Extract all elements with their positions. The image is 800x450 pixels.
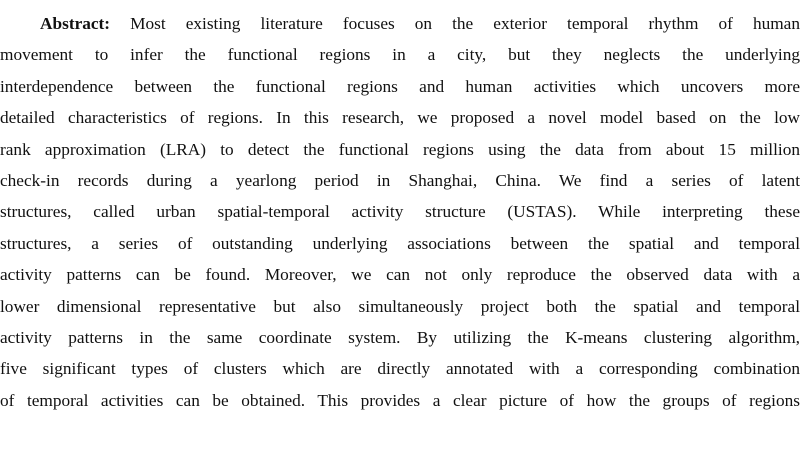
abstract-line: lower dimensional representative but also simultaneously project both the spatial and temporal — [0, 296, 800, 316]
abstract-line: movement to infer the functional regions in a city, but they neglects the underlying — [0, 45, 800, 65]
abstract-line: activity patterns in the same coordinate system. By utilizing the K-means clustering algorithm, — [0, 327, 800, 347]
abstract-line: detailed characteristics of regions. In this research, we proposed a novel model based on the low — [0, 108, 800, 128]
abstract-line: check-in records during a yearlong period in Shanghai, China. We find a series of latent — [0, 170, 800, 190]
abstract-paragraph — [0, 8, 800, 416]
abstract-label: Abstract: — [40, 14, 111, 33]
abstract-line — [0, 8, 800, 39]
abstract-line: five significant types of clusters which are directly annotated with a corresponding combination — [0, 359, 800, 379]
abstract-line: structures, a series of outstanding underlying associations between the spatial and temporal — [0, 233, 800, 253]
abstract-line: rank approximation (LRA) to detect the functional regions using the data from about 15 million — [0, 139, 800, 159]
abstract-line: interdependence between the functional regions and human activities which uncovers more — [0, 76, 800, 96]
abstract-line: structures, called urban spatial-temporal activity structure (USTAS). While interpreting these — [0, 202, 800, 222]
abstract-line: of temporal activities can be obtained. This provides a clear picture of how the groups of regions — [0, 390, 800, 410]
abstract-line: activity patterns can be found. Moreover, we can not only reproduce the observed data with a — [0, 265, 800, 285]
abstract-text: Most existing literature focuses on the exterior temporal rhythm of human — [130, 14, 800, 33]
